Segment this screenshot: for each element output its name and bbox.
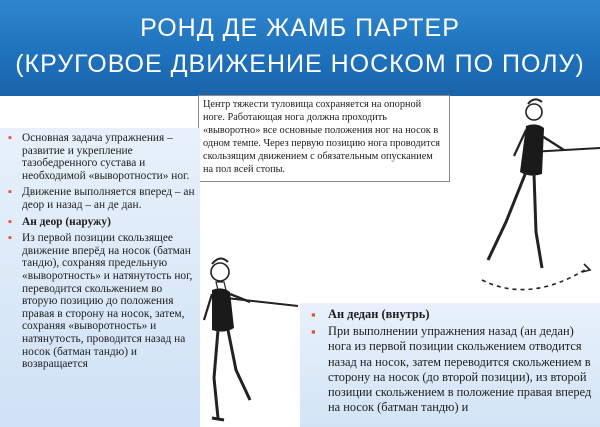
right-panel: [300, 303, 600, 427]
bullet-icon: ▪: [8, 215, 12, 228]
right-bullet-list: [300, 303, 600, 415]
left-item-2: [6, 186, 196, 211]
dancer-figure-icon: [190, 250, 300, 427]
left-item-text: Основная задача упражнения – развитие и укрепление тазобедренного сустава и необходимой «выворотности» ног.: [22, 132, 190, 182]
bullet-icon: ▪: [311, 307, 316, 322]
left-item-1: [6, 132, 196, 182]
page-subtitle: (КРУГОВОЕ ДВИЖЕНИЕ НОСКОМ ПО ПОЛУ): [15, 50, 585, 78]
bullet-icon: ▪: [8, 132, 12, 144]
left-bullet-list: [0, 128, 200, 371]
left-item-text: Ан деор (наружу): [22, 215, 111, 228]
left-item-text: Из первой позиции скользящее движение вперёд на носок (батман тандю), сохраняя предельную «выворотность» и натянутость ног, переводится скольжением во вторую позицию до положения правая в сторону на носок, затем, сохраняя «выворотность» и натянутость, проводится назад на носок (батман тандю) и возвращается: [22, 232, 193, 371]
right-item-text: При выполнении упражнения назад (ан дедан) нога из первой позиции скольжением отводится назад на носок, затем переводится скольжением в сторону на носок (до второй позиции), из второй позиции скольжением в положение правая вперед на носок (батман тандю) и: [328, 324, 592, 415]
bullet-icon: ▪: [8, 232, 12, 245]
bullet-icon: ▪: [311, 324, 316, 340]
page-title: РОНД ДЕ ЖАМБ ПАРТЕР: [140, 14, 460, 42]
right-item-heading: [308, 307, 596, 322]
title-banner: [0, 0, 600, 96]
note-text: Центр тяжести туловища сохраняется на опорной ноге. Работающая нога должна проходить «выворотно» все основные положения ног на носок в одном темпе. Через первую позицию нога проводится скользящим движением с обязательным опусканием на пол всей стопы.: [203, 99, 441, 175]
left-item-4: [6, 232, 196, 371]
right-item-text: Ан дедан (внутрь): [328, 307, 430, 321]
right-item-2: [308, 324, 596, 415]
dancer-figure-icon: [460, 92, 600, 312]
note-box: [198, 95, 450, 182]
left-panel: [0, 128, 200, 427]
left-item-heading: [6, 216, 196, 229]
bullet-icon: ▪: [8, 186, 12, 199]
left-item-text: Движение выполняется вперед – ан деор и назад – ан де дан.: [22, 186, 195, 211]
